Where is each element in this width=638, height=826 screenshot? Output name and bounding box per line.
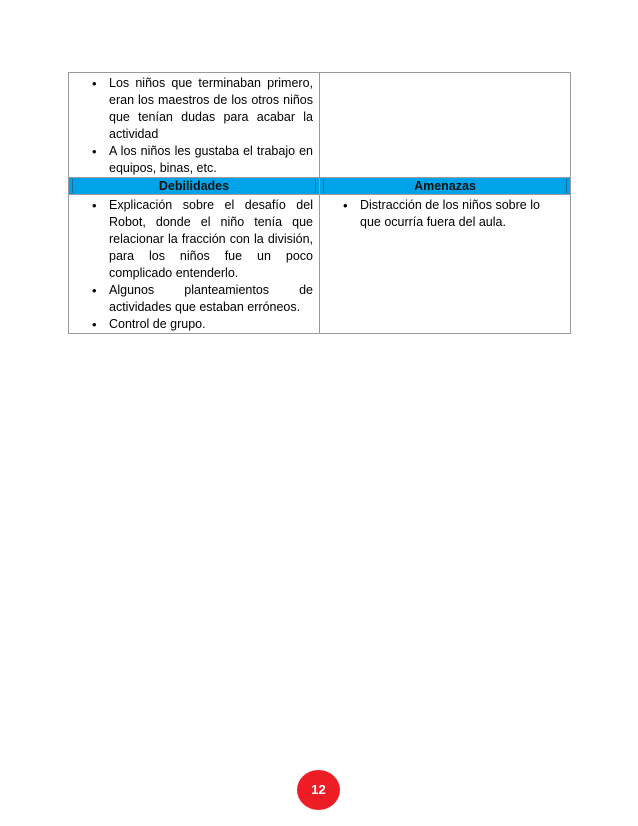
amenazas-header: Amenazas bbox=[320, 178, 571, 195]
debilidades-header: Debilidades bbox=[69, 178, 320, 195]
table-row bbox=[69, 195, 571, 334]
list-item: • Distracción de los niños sobre lo que ocurría fuera del aula. bbox=[360, 197, 564, 231]
amenazas-list bbox=[320, 195, 570, 231]
list-item: • Explicación sobre el desafío del Robot, donde el niño tenía que relacionar la fracción con la división, para los niños fue un poco complicado entenderlo. bbox=[109, 197, 313, 282]
list-item: • Algunos planteamientos de actividades que estaban erróneos. bbox=[109, 282, 313, 316]
fortalezas-cell bbox=[69, 73, 320, 178]
list-item: • Los niños que terminaban primero, eran los maestros de los otros niños que tenían dudas para acabar la actividad bbox=[109, 75, 313, 143]
amenazas-cell bbox=[320, 195, 571, 334]
oportunidades-cell bbox=[320, 73, 571, 178]
fortalezas-list bbox=[69, 73, 319, 177]
table-header-row bbox=[69, 178, 571, 195]
debilidades-cell bbox=[69, 195, 320, 334]
page-number-badge: 12 bbox=[297, 770, 340, 810]
list-item: • Control de grupo. bbox=[109, 316, 313, 333]
foda-table bbox=[68, 72, 571, 334]
list-item: • A los niños les gustaba el trabajo en equipos, binas, etc. bbox=[109, 143, 313, 177]
table-row bbox=[69, 73, 571, 178]
debilidades-list bbox=[69, 195, 319, 333]
